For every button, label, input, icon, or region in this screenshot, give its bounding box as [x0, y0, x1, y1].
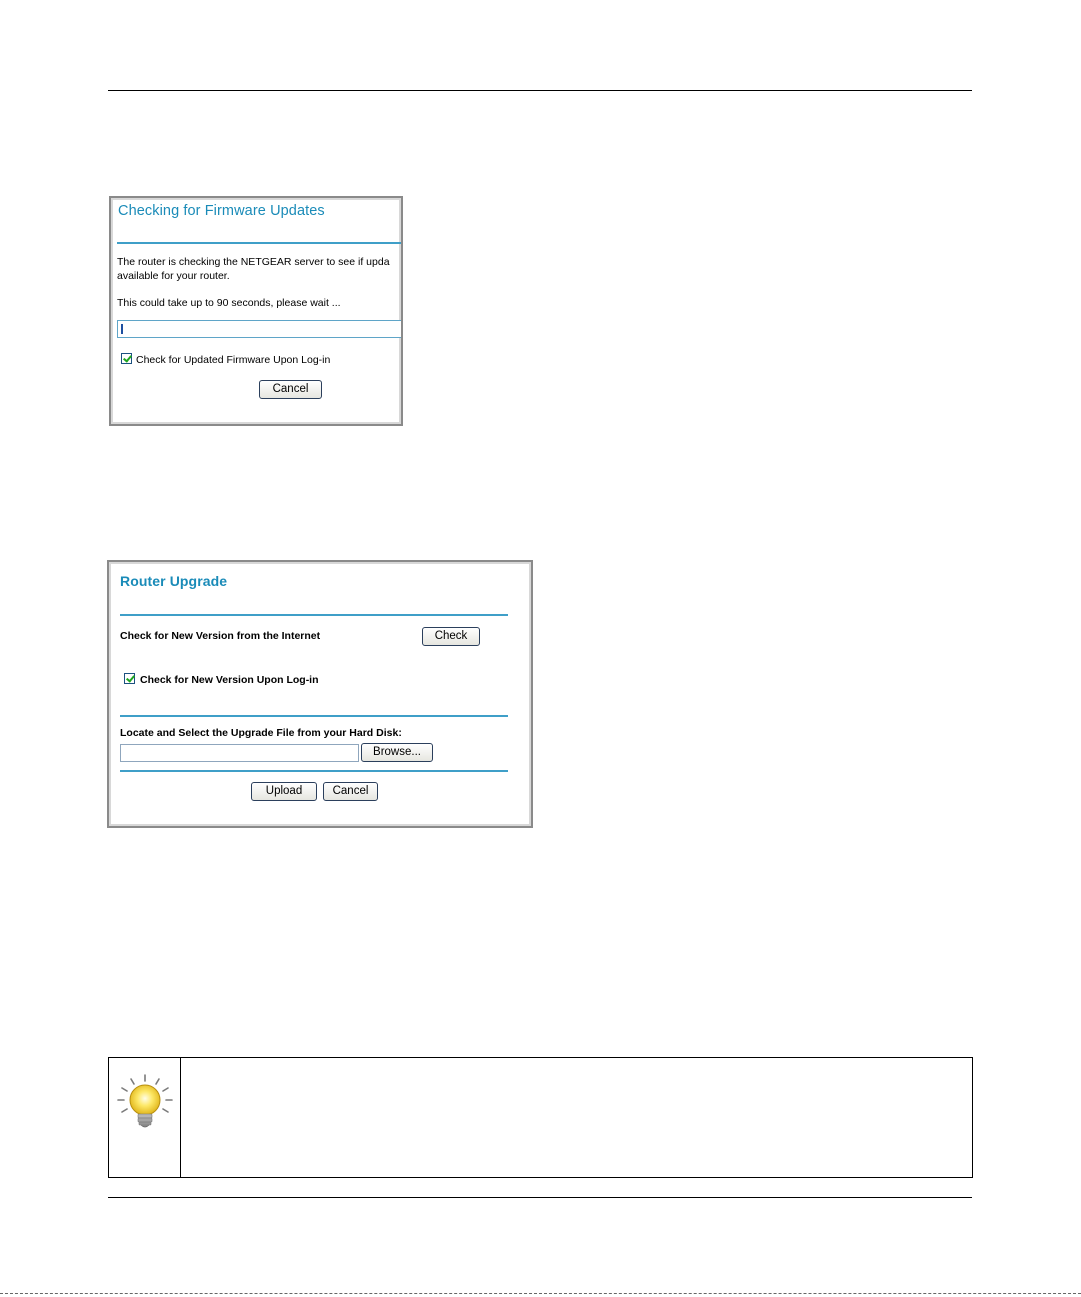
locate-file-label: Locate and Select the Upgrade File from your Hard Disk: — [120, 727, 402, 739]
check-internet-label: Check for New Version from the Internet — [120, 630, 321, 642]
upgrade-file-input[interactable] — [120, 744, 359, 762]
page-edge-line — [0, 1293, 1081, 1294]
check-button[interactable]: Check — [422, 627, 480, 646]
version-login-checkbox-label: Check for New Version Upon Log-in — [140, 674, 319, 686]
section-divider — [120, 770, 508, 772]
firmware-login-checkbox[interactable] — [121, 353, 132, 364]
title-divider — [120, 614, 508, 616]
tip-divider — [180, 1058, 181, 1177]
progress-bar — [117, 320, 403, 338]
upload-button[interactable]: Upload — [251, 782, 317, 801]
cancel-button[interactable]: Cancel — [259, 380, 322, 399]
section-divider — [120, 715, 508, 717]
title-divider — [117, 242, 403, 244]
browse-button[interactable]: Browse... — [361, 743, 433, 762]
lightbulb-icon — [114, 1072, 176, 1134]
version-login-checkbox[interactable] — [124, 673, 135, 684]
router-upgrade-title: Router Upgrade — [120, 573, 228, 589]
firmware-login-checkbox-label: Check for Updated Firmware Upon Log-in — [136, 354, 331, 366]
tip-box — [108, 1057, 973, 1178]
cancel-button[interactable]: Cancel — [323, 782, 378, 801]
header-rule — [108, 90, 972, 91]
firmware-check-panel — [109, 196, 403, 426]
footer-rule — [108, 1197, 972, 1198]
firmware-check-title: Checking for Firmware Updates — [118, 203, 325, 219]
checking-message-line2: available for your router. — [117, 270, 230, 282]
wait-message: This could take up to 90 seconds, please wait ... — [117, 297, 341, 309]
progress-bar-fill — [121, 324, 123, 334]
router-upgrade-panel — [107, 560, 533, 828]
checking-message-line1: The router is checking the NETGEAR server to see if upda — [117, 256, 390, 268]
